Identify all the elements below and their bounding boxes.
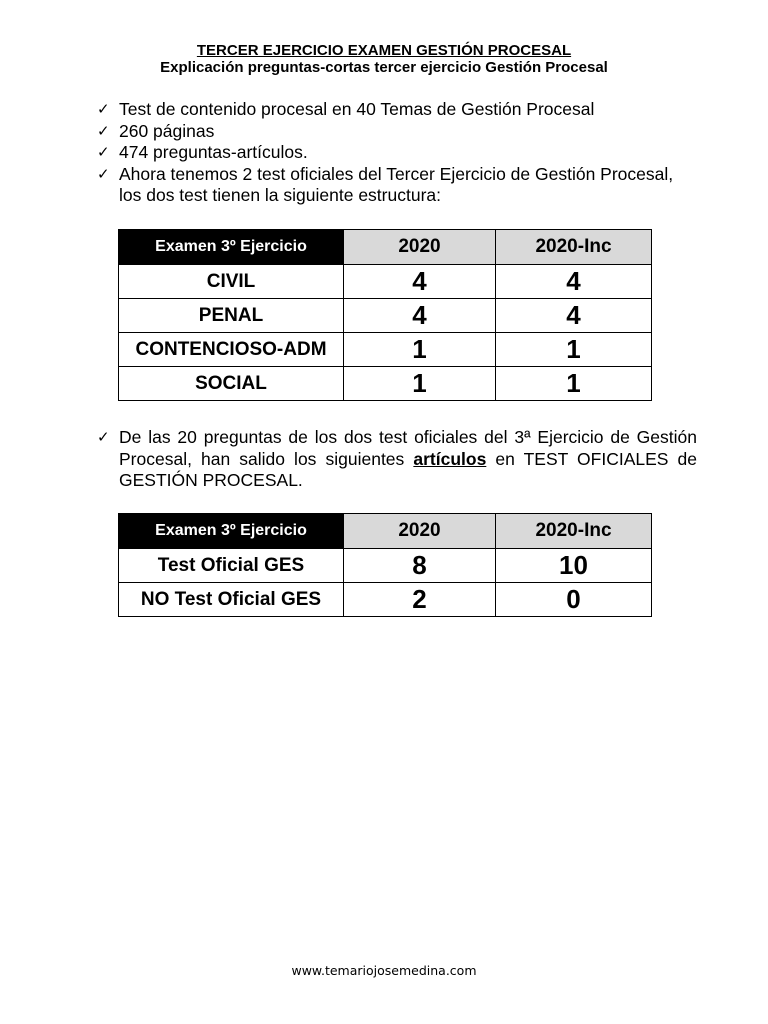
checkmark-icon: ✓ [97, 143, 110, 161]
table-header-cell: 2020 [344, 514, 496, 549]
articles-checklist [97, 427, 697, 492]
document-subtitle: Explicación preguntas-cortas tercer ejercicio Gestión Procesal [160, 59, 608, 76]
checklist-item [97, 121, 697, 143]
checklist-item-text: Test de contenido procesal en 40 Temas de Gestión Procesal [119, 99, 595, 119]
checklist-item [97, 142, 697, 164]
footer-website: www.temariojosemedina.com [291, 963, 477, 978]
value-cell: 4 [496, 265, 652, 299]
table-row [119, 333, 652, 367]
row-label: Test Oficial GES [119, 549, 344, 583]
table-header-cell: 2020 [344, 230, 496, 265]
official-test-table [118, 513, 652, 617]
document-title: TERCER EJERCICIO EXAMEN GESTIÓN PROCESAL [196, 42, 572, 59]
value-cell: 4 [344, 265, 496, 299]
table-header-cell: Examen 3º Ejercicio [119, 514, 344, 549]
structure-table [118, 229, 652, 401]
checkmark-icon: ✓ [97, 121, 110, 140]
table-row [119, 265, 652, 299]
checklist-text-before: De las 20 preguntas de los dos test oficiales del 3ª Ejercicio de Gestión Procesal, han salido los siguientes [119, 427, 697, 469]
checkmark-icon: ✓ [97, 164, 110, 183]
value-cell: 4 [344, 299, 496, 333]
value-cell: 1 [496, 367, 652, 401]
value-cell: 8 [344, 549, 496, 583]
document-header [0, 42, 768, 76]
table-header-cell: 2020-Inc [496, 230, 652, 265]
row-label: CIVIL [119, 265, 344, 299]
checklist-item [97, 164, 697, 207]
value-cell: 4 [496, 299, 652, 333]
summary-checklist [97, 99, 697, 207]
checklist-text-after: en TEST OFICIALES de GESTIÓN PROCESAL. [119, 448, 697, 490]
table-row [119, 583, 652, 617]
checkmark-icon: ✓ [97, 100, 110, 118]
table-row [119, 367, 652, 401]
checklist-item-text: 474 preguntas-artículos. [119, 142, 308, 162]
checklist-item-text: 260 páginas [119, 120, 215, 141]
row-label: NO Test Oficial GES [119, 583, 344, 617]
value-cell: 1 [344, 333, 496, 367]
value-cell: 1 [496, 333, 652, 367]
checklist-item [97, 99, 697, 121]
checklist-text-emphasis: artículos [413, 448, 487, 469]
checklist-item [97, 427, 697, 492]
checklist-item-text: Ahora tenemos 2 test oficiales del Tercer Ejercicio de Gestión Procesal, los dos test tienen la siguiente estructura: [119, 163, 674, 205]
table-row [119, 549, 652, 583]
value-cell: 2 [344, 583, 496, 617]
row-label: SOCIAL [119, 367, 344, 401]
value-cell: 10 [496, 549, 652, 583]
checkmark-icon: ✓ [97, 428, 110, 446]
table-header-cell: 2020-Inc [496, 514, 652, 549]
table-header-row [119, 514, 652, 549]
table-header-cell: Examen 3º Ejercicio [119, 230, 344, 265]
value-cell: 0 [496, 583, 652, 617]
value-cell: 1 [344, 367, 496, 401]
table-row [119, 299, 652, 333]
table-header-row [119, 230, 652, 265]
row-label: CONTENCIOSO-ADM [119, 333, 344, 367]
row-label: PENAL [119, 299, 344, 333]
